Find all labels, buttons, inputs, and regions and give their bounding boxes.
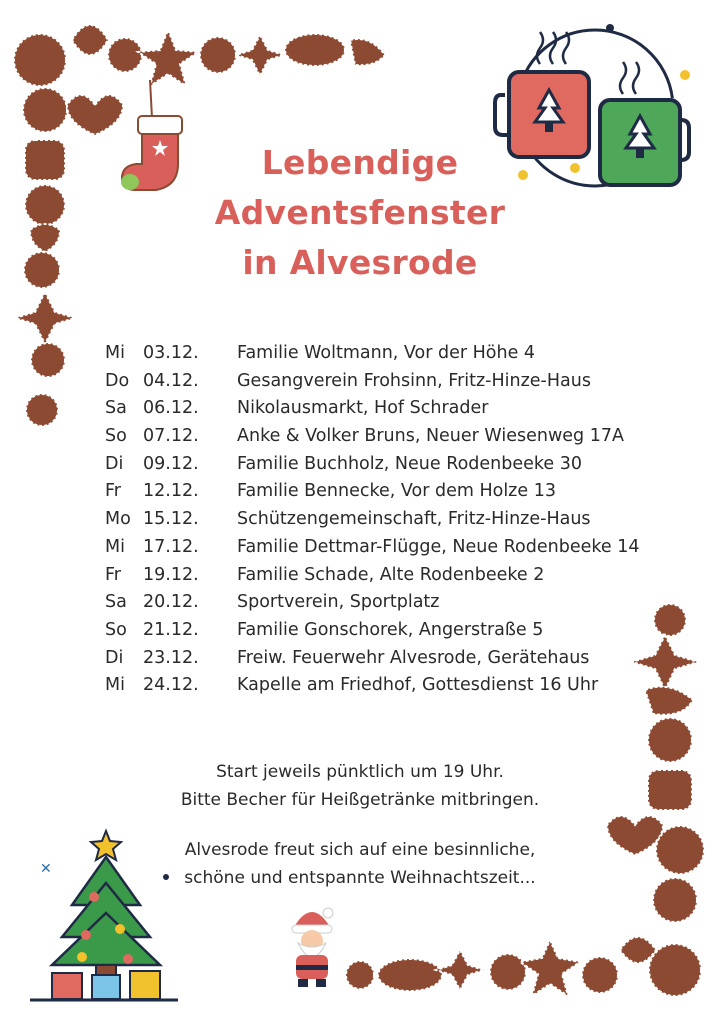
location-label: Sportverein, Sportplatz xyxy=(237,592,440,613)
location-label: Familie Bennecke, Vor dem Holze 13 xyxy=(237,481,556,502)
schedule-row xyxy=(105,451,665,479)
date-label: 23.12. xyxy=(143,647,199,668)
location-label: Freiw. Feuerwehr Alvesrode, Gerätehaus xyxy=(237,647,590,668)
day-label: Mi xyxy=(105,675,125,696)
day-label: Mo xyxy=(105,509,131,530)
day-label: Sa xyxy=(105,398,127,419)
gingerbread-border-bottom-right xyxy=(330,590,722,1024)
schedule-row xyxy=(105,395,665,423)
date-label: 19.12. xyxy=(143,564,199,585)
day-label: So xyxy=(105,619,127,640)
date-label: 20.12. xyxy=(143,592,199,613)
schedule-row xyxy=(105,368,665,396)
day-label: Do xyxy=(105,370,130,391)
location-label: Familie Woltmann, Vor der Höhe 4 xyxy=(237,343,536,363)
note-bring-mugs: Bitte Becher für Heißgetränke mitbringen. xyxy=(180,790,540,810)
day-label: Di xyxy=(105,453,124,474)
location-label: Schützengemeinschaft, Fritz-Hinze-Haus xyxy=(237,509,591,530)
date-label: 24.12. xyxy=(143,675,199,696)
hot-mugs-icon xyxy=(495,20,700,195)
title-line-3: in Alvesrode xyxy=(242,243,478,282)
schedule-row xyxy=(105,340,665,368)
location-label: Familie Buchholz, Neue Rodenbeeke 30 xyxy=(237,453,583,474)
location-label: Gesangverein Frohsinn, Fritz-Hinze-Haus xyxy=(237,370,591,391)
location-label: Familie Schade, Alte Rodenbeeke 2 xyxy=(237,564,545,585)
title-line-2: Adventsfenster xyxy=(214,193,506,232)
svg-text:✕: ✕ xyxy=(40,861,52,877)
date-label: 07.12. xyxy=(143,426,199,447)
note-greeting-2: schöne und entspannte Weihnachtszeit... xyxy=(184,868,536,888)
date-label: 04.12. xyxy=(143,370,199,391)
stocking-icon xyxy=(121,80,182,190)
christmas-tree-icon xyxy=(30,825,180,1005)
schedule-row xyxy=(105,562,665,590)
day-label: Mi xyxy=(105,343,125,363)
title-line-1: Lebendige xyxy=(261,143,459,182)
note-start-time: Start jeweils pünktlich um 19 Uhr. xyxy=(216,762,504,782)
date-label: 12.12. xyxy=(143,481,199,502)
schedule-row xyxy=(105,423,665,451)
day-label: Di xyxy=(105,647,124,668)
schedule-row xyxy=(105,506,665,534)
schedule-row xyxy=(105,478,665,506)
date-label: 15.12. xyxy=(143,509,199,530)
date-label: 21.12. xyxy=(143,619,199,640)
schedule-row xyxy=(105,534,665,562)
date-label: 06.12. xyxy=(143,398,199,419)
location-label: Nikolausmarkt, Hof Schrader xyxy=(237,398,489,419)
day-label: Fr xyxy=(105,564,121,585)
location-label: Familie Dettmar-Flügge, Neue Rodenbeeke 14 xyxy=(237,536,640,557)
date-label: 17.12. xyxy=(143,536,199,557)
location-label: Kapelle am Friedhof, Gottesdienst 16 Uhr xyxy=(237,675,599,696)
location-label: Familie Gonschorek, Angerstraße 5 xyxy=(237,619,544,640)
day-label: Fr xyxy=(105,481,121,502)
note-greeting-1: Alvesrode freut sich auf eine besinnliche, xyxy=(184,840,536,860)
date-label: 09.12. xyxy=(143,453,199,474)
location-label: Anke & Volker Bruns, Neuer Wiesenweg 17A xyxy=(237,426,624,447)
page-title xyxy=(200,138,520,288)
day-label: Sa xyxy=(105,592,127,613)
date-label: 03.12. xyxy=(143,343,199,363)
day-label: Mi xyxy=(105,536,125,557)
day-label: So xyxy=(105,426,127,447)
